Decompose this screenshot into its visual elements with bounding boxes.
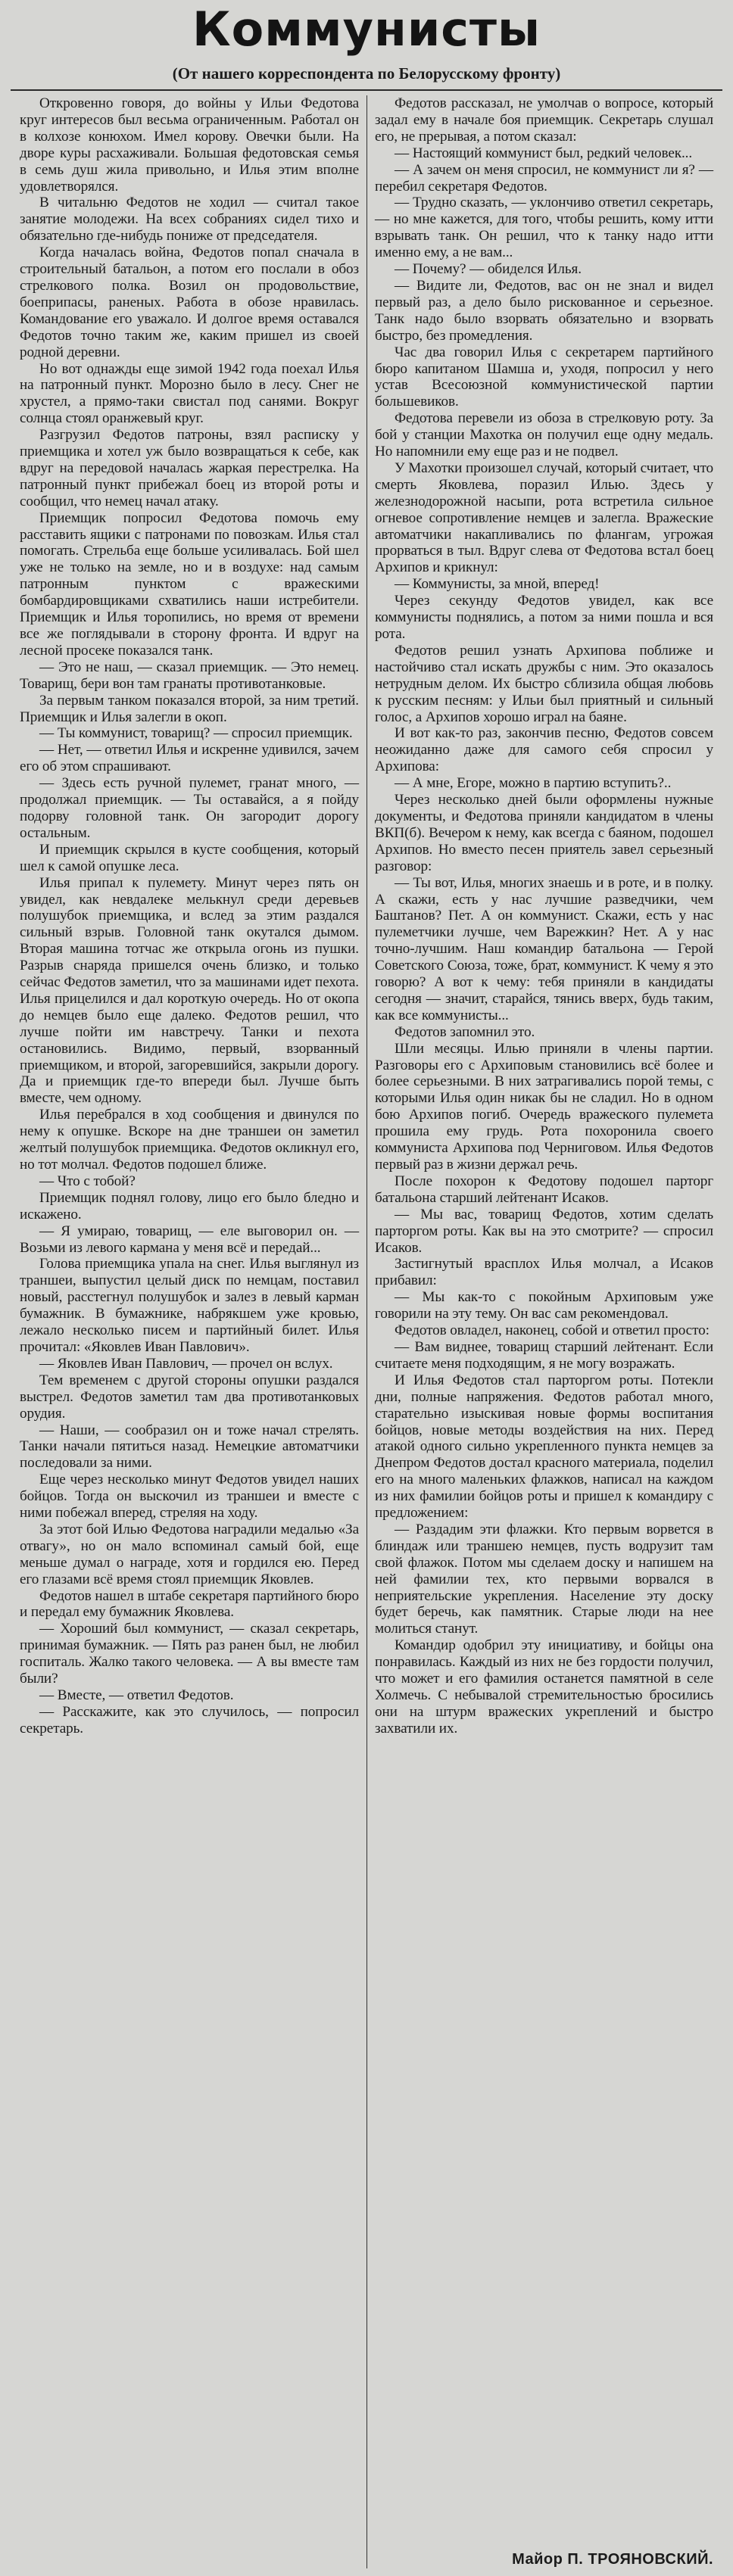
paragraph: — Коммунисты, за мной, вперед! [395,576,600,593]
paragraph: — Вам виднее, товарищ старший лейтенант. Если считаете меня подходящим, я не могу возражать. [375,1338,713,1372]
paragraph: Когда началась война, Федотов попал сначала в строительный батальон, а потом его послали в обоз стрелкового полка. Возил он продовольствие, боеприпасы, раненых. Работа в обозе нравилась. Командование его уважало. И долгое время оставался Федотов точно таким же, каким пришел из своей родной деревни. [20,245,359,360]
paragraph: Откровенно говоря, до войны у Ильи Федотова круг интересов был весьма ограниченным. Работал он в колхозе конюхом. Имел корову. Овечки были. На дворе куры расхаживали. Большая федотовская семья в семь душ жила привольно, и Илья этим вполне удовлетворялся. [20,95,359,195]
paragraph: — Настоящий коммунист был, редкий человек... [395,145,693,161]
paragraph: И вот как-то раз, закончив песню, Федотов совсем неожиданно даже для самого себя спросил у Архипова: [375,725,713,775]
paragraph: — А зачем он меня спросил, не коммунист ли я? — перебил секретаря Федотов. [375,161,713,195]
paragraph: У Махотки произошел случай, который считает, что смерть Яковлева, поразил Илью. Здесь у железнодорожной насыпи, рота встретила сильное огневое сопротивление немцев и залегла. Вражеские автоматчики накапливались по флангам, угрожая прорваться в тыл. Вдруг слева от Федотова встал боец Архипов и крикнул: [375,459,713,576]
paragraph: — Расскажите, как это случилось, — попросил секретарь. [20,1703,359,1737]
paragraph: Илья припал к пулемету. Минут через пять он увидел, как невдалеке мелькнул среди деревьев полушубок приемщика, и вслед за этим раздался сильный взрыв. Головной танк окутался дымом. Вторая машина тотчас же открыла огонь из пушки. Разрыв снаряда пришелся очень близко, и только сейчас Федотов заметил, что за машинами идет пехота. Илья прицелился и дал короткую очередь. Но от окопа до немцев было еще далеко. Федотов решил, что лучше пойти им навстречу. Танки и пехота остановились. Видимо, первый, взорванный приемщиком, и второй, загоревшийся, закрыли дорогу. Да и приемщик где-то впереди был. Лучше быть вместе, чем одному. [20,874,359,1107]
paragraph: И Илья Федотов стал парторгом роты. Потекли дни, полные напряжения. Федотов работал много, старательно изыскивая новые формы воспитания бойцов, новые методы воздействия на них. Перед атакой одного сильно укрепленного пункта немцев за Днепром Федотов достал красного материала, поделил его на много маленьких флажков, написал на каждом из них фамилии бойцов роты и пришел к командиру с предложением: [375,1372,713,1522]
paragraph: — Ты вот, Илья, многих знаешь и в роте, и в полку. А скажи, есть у нас лучшие разведчики, чем Баштанов? Пет. А он коммунист. Скажи, есть у нас пулеметчики лучше, чем Варежкин? Нет. А у нас точно-лучшим. Наш командир батальона — Герой Советского Союза, тоже, брат, коммунист. К чему я это говорю? А вот к чему: тебя приняли в кандидаты сегодня — значит, старайся, тянись вверх, будь таким, как все коммунисты... [375,874,713,1023]
paragraph: Приемщик попросил Федотова помочь ему расставить ящики с патронами по повозкам. Илья стал помогать. Стрельба еще больше усиливалась. Бой шел уже не только на земле, но и в воздухе: над самым патронным пунктом с вражескими бомбардировщиками схватились наши истребители. Приемщик и Илья торопились, но время от времени все же поглядывали в сторону фронта. И вдруг на лесной просеке показался танк. [20,509,359,659]
paragraph: Илья перебрался в ход сообщения и двинулся по нему к опушке. Вскоре на дне траншеи он заметил желтый полушубок приемщика. Федотов окликнул его, но тот молчал. Федотов подошел ближе. [20,1107,359,1173]
paragraph: Шли месяцы. Илью приняли в члены партии. Разговоры его с Архиповым становились всё более и более серьезными. В них затрагивались порой темы, с которыми Илья один никак бы не сладил. Но в одном бою Архипов погиб. Очередь вражеского пулемета прошила ему грудь. Рота похоронила своего коммуниста Архипова под Черниговом. Илья Федотов первый раз в жизни держал речь. [375,1040,713,1173]
paragraph: — Это не наш, — сказал приемщик. — Это немец. Товарищ, бери вон там гранаты противотанковые. [20,659,359,692]
paragraph: — Вместе, — ответил Федотов. [39,1687,234,1703]
paragraph: — Почему? — обиделся Илья. [395,261,582,278]
paragraph: Федотов овладел, наконец, собой и ответил просто: [395,1322,710,1339]
paragraph: — Что с тобой? [39,1173,136,1189]
paragraph: Застигнутый врасплох Илья молчал, а Исаков прибавил: [375,1256,713,1289]
article-subtitle: (От нашего корреспондента по Белорусскому фронту) [172,64,561,83]
article-title: Коммунисты [192,2,541,57]
right-column [366,95,721,2568]
author-signature: Майор П. ТРОЯНОВСКИЙ. [512,2551,713,2568]
paragraph: После похорон к Федотову подошел парторг батальона старший лейтенант Исаков. [375,1173,713,1206]
paragraph: — Ты коммунист, товарищ? — спросил приемщик. [39,725,353,742]
paragraph: Через несколько дней были оформлены нужные документы, и Федотова приняли кандидатом в члены ВКП(б). Вечером к нему, как всегда с баяном, подошел Архипов. Но вместо песен приятель завел серьезный разговор: [375,792,713,874]
article-body [12,95,721,2568]
paragraph: И приемщик скрылся в кусте сообщения, который шел к самой опушке леса. [20,841,359,874]
paragraph: — Наши, — сообразил он и тоже начал стрелять. Танки начали пятиться назад. Немецкие автоматчики последовали за ними. [20,1422,359,1472]
paragraph: — Здесь есть ручной пулемет, гранат много, — продолжал приемщик. — Ты оставайся, а я пойду подорву головной танк. Он загородит дорогу остальным. [20,775,359,841]
left-column [12,95,366,2568]
paragraph: — Видите ли, Федотов, вас он не знал и видел первый раз, а дело было рискованное и серьезное. Танк надо было взорвать обязательно и взорвать быстро, без промедления. [375,277,713,344]
paragraph: Федотова перевели из обоза в стрелковую роту. За бой у станции Махотка он получил еще одну медаль. Но напомнили ему еще раз и не подвел. [375,410,713,460]
paragraph: — Мы вас, товарищ Федотов, хотим сделать парторгом роты. Как вы на это смотрите? — спросил Исаков. [375,1206,713,1256]
paragraph: Федотов решил узнать Архипова поближе и настойчиво стал искать дружбы с ним. Это оказалось нетрудным делом. Их быстро сблизила общая любовь к русским песням: у Ильи был приятный и сильный голос, а Архипов хорошо играл на баяне. [375,642,713,725]
paragraph: — Нет, — ответил Илья и искренне удивился, зачем его об этом спрашивают. [20,742,359,775]
paragraph: — Я умираю, товарищ, — еле выговорил он. — Возьми из левого кармана у меня всё и передай... [20,1223,359,1256]
paragraph: Час два говорил Илья с секретарем партийного бюро капитаном Шамша и, уходя, попросил у него устав Всесоюзной коммунистической партии большевиков. [375,344,713,410]
paragraph: Еще через несколько минут Федотов увидел наших бойцов. Тогда он выскочил из траншеи и вместе с ними побежал вперед, стреляя на ходу. [20,1472,359,1522]
paragraph: Федотов нашел в штабе секретаря партийного бюро и передал ему бумажник Яковлева. [20,1587,359,1621]
paragraph: Федотов запомнил это. [395,1023,535,1040]
paragraph: Федотов рассказал, не умолчав о вопросе, который задал ему в начале боя приемщик. Секретарь слушал его, не прерывая, а потом сказал: [375,95,713,145]
paragraph: Через секунду Федотов увидел, как все коммунисты поднялись, а потом за ними пошла и вся рота. [375,593,713,642]
paragraph: — Раздадим эти флажки. Кто первым ворвется в блиндаж или траншею немцев, пусть водрузит там свой флажок. Потом мы сделаем доску и напишем на ней фамилии тех, кто первыми ворвался в неприятельские укрепления. Население эту доску будет беречь, как памятник. Старые люди на нее молиться станут. [375,1521,713,1637]
paragraph: В читальню Федотов не ходил — считал такое занятие молодежи. На всех собраниях сидел тихо и обязательно где-нибудь пониже от председателя. [20,195,359,245]
paragraph: За этот бой Илью Федотова наградили медалью «За отвагу», но он мало вспоминал самый бой, еще меньше думал о награде, хотя и гордился ею. Перед его глазами всё время стоял приемщик Яковлев. [20,1521,359,1587]
paragraph: За первым танком показался второй, за ним третий. Приемщик и Илья залегли в окоп. [20,692,359,725]
paragraph: — Хороший был коммунист, — сказал секретарь, принимая бумажник. — Пять раз ранен был, не любил госпиталь. Жалко такого человека. — А вы вместе там были? [20,1621,359,1687]
paragraph: — Яковлев Иван Павлович, — прочел он вслух. [39,1355,333,1372]
paragraph: Голова приемщика упала на снег. Илья выглянул из траншеи, выпустил целый диск по немцам, поставил новый, расстегнул полушубок и залез в левый карман бумажник. В бумажнике, набрякшем уже кровью, лежало несколько писем и партийный билет. Илья прочитал: «Яковлев Иван Павлович». [20,1256,359,1355]
paragraph: — А мне, Егоре, можно в партию вступить?.. [395,775,672,792]
header-divider [11,89,722,91]
paragraph: — Мы как-то с покойным Архиповым уже говорили на эту тему. Он вас сам рекомендовал. [375,1289,713,1322]
paragraph: Разгрузил Федотов патроны, взял расписку у приемщика и хотел уж было возвращаться к себе, как вдруг на передовой началась жаркая перестрелка. На патронный пункт прибежал боец из второй роты и сообщил, что немец начал атаку. [20,427,359,509]
paragraph: — Трудно сказать, — уклончиво ответил секретарь, — но мне кажется, для того, чтобы решить, кому итти взрывать танк. Он решил, что к танку надо итти именно ему, а не вам... [375,195,713,261]
paragraph: Приемщик поднял голову, лицо его было бледно и искажено. [20,1189,359,1223]
paragraph: Тем временем с другой стороны опушки раздался выстрел. Федотов заметил там два противотанковых орудия. [20,1372,359,1422]
paragraph: Командир одобрил эту инициативу, и бойцы она понравилась. Каждый из них не без гордости получил, что может и его фамилия останется памятной в селе Холмечь. С небывалой стремительностью бросились они на штурм вражеских укреплений и быстро захватили их. [375,1637,713,1737]
paragraph: Но вот однажды еще зимой 1942 года поехал Илья на патронный пункт. Морозно было в лесу. Снег не хрустел, а прямо-таки свистал под санями. Вокруг солнца стоял оранжевый круг. [20,360,359,427]
